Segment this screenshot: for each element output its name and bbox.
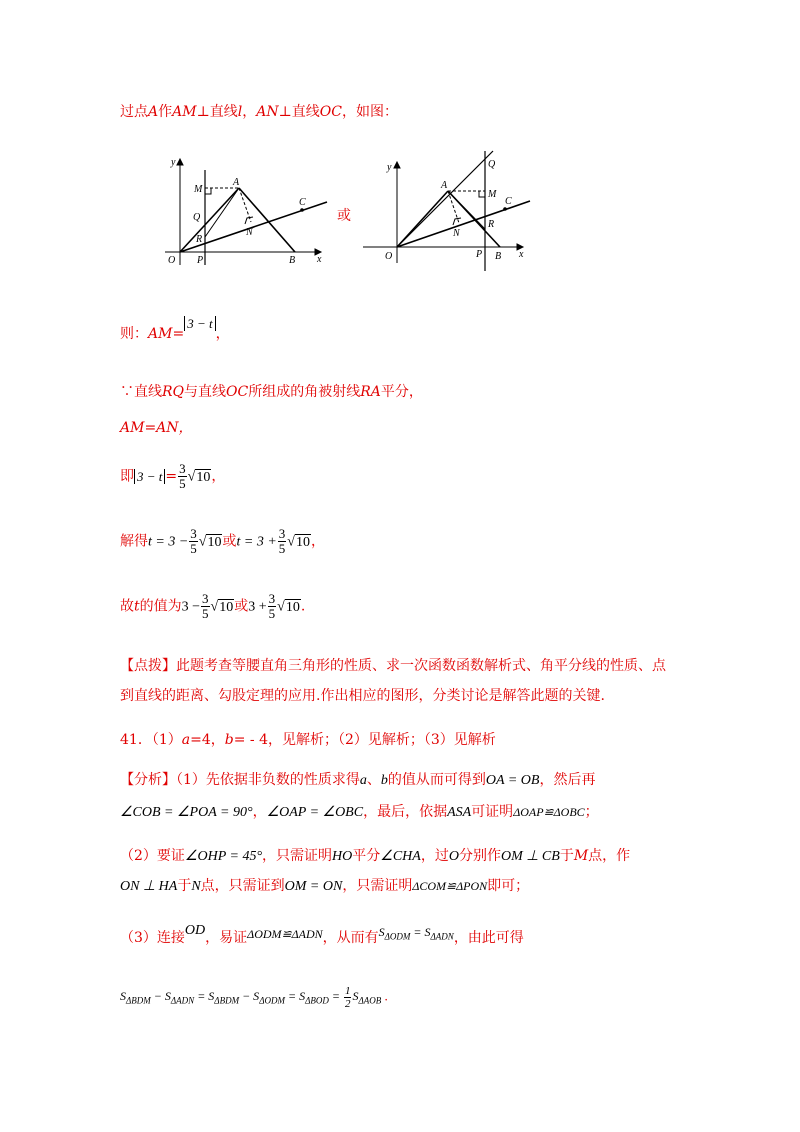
- intro-text: ，如图：: [341, 104, 398, 120]
- label-r: R: [488, 219, 495, 230]
- point-m: M: [573, 848, 589, 864]
- sqrt-radicand: 10: [207, 534, 222, 550]
- intro-text: 过点: [120, 104, 148, 120]
- analysis-text: .: [384, 989, 389, 1004]
- abs-expression: 3 − t: [184, 316, 215, 331]
- result-prefix: 故: [120, 598, 134, 615]
- sqrt-radicand: 10: [219, 599, 234, 615]
- math-expression: ∠OAP = ∠OBC: [266, 805, 364, 820]
- analysis-text: （2）要证: [120, 848, 185, 864]
- variable-a: a: [359, 773, 367, 788]
- sqrt: √10: [187, 469, 211, 485]
- math-expression: OA = OB: [485, 773, 540, 788]
- question-number: 41．: [120, 732, 152, 748]
- because-text: 与直线: [184, 384, 227, 400]
- intro-text: ⊥直线: [196, 104, 238, 120]
- result-suffix: .: [300, 598, 306, 615]
- math-expression: ON ⊥ HA: [120, 879, 178, 894]
- label-r: R: [196, 234, 203, 245]
- label-c: C: [505, 196, 512, 207]
- point-a: A: [148, 104, 159, 120]
- label-a: A: [233, 177, 240, 188]
- ie-prefix: 即: [120, 468, 134, 485]
- or-label: 或: [337, 208, 351, 224]
- math-expression: OM = ON: [284, 879, 343, 894]
- area-subscript: ΔADN: [170, 995, 195, 1006]
- analysis-text: ，过: [420, 848, 449, 864]
- math-expression: HO: [332, 849, 353, 864]
- figure-left: [155, 150, 335, 270]
- fraction-denominator: 2: [344, 998, 351, 1010]
- fraction-numerator: 3: [268, 591, 276, 606]
- intro-line: [120, 101, 398, 121]
- segment-am: AM: [172, 104, 197, 120]
- fraction-numerator: 3: [202, 591, 209, 606]
- fraction: [178, 462, 187, 491]
- segment-an: [239, 188, 251, 222]
- answer-text: =4，: [190, 732, 225, 748]
- math-expression: ΔOAP≌ΔOBC: [513, 805, 585, 819]
- ray-ra: RA: [360, 384, 381, 400]
- sqrt: √10: [198, 534, 222, 550]
- analysis-line-5: [120, 923, 524, 947]
- fraction-denominator: 5: [202, 606, 209, 621]
- analysis-text: 于: [559, 848, 574, 864]
- label-c: C: [299, 197, 306, 208]
- analysis-text: （1）先依据非负数的性质求得: [176, 772, 360, 788]
- label-q: Q: [488, 159, 496, 170]
- analysis-line-4: [120, 875, 529, 895]
- because-text: 直线: [134, 384, 162, 400]
- analysis-line-1: [120, 769, 595, 789]
- analysis-text: 的值从而可得到: [387, 772, 486, 788]
- comment-tag: 【点拨】: [120, 658, 176, 674]
- analysis-line-6: [120, 985, 388, 1010]
- line-oc: OC: [226, 384, 249, 400]
- variable-a: a: [181, 732, 191, 748]
- solution-2-lhs: t = 3 +: [236, 534, 277, 550]
- point-c-dot: [503, 207, 507, 211]
- ie-line: [120, 462, 225, 491]
- analysis-text: ；: [584, 804, 599, 820]
- or-text: 或: [234, 598, 249, 615]
- math-expression: ∠COB = ∠POA = 90°: [120, 805, 253, 820]
- sqrt: √10: [287, 534, 310, 550]
- fraction-numerator: 1: [344, 985, 351, 997]
- area-subscript: ΔAOB: [358, 995, 382, 1006]
- analysis-text: 于: [177, 878, 192, 894]
- because-line: [120, 381, 423, 401]
- comment-line-2: [120, 685, 605, 705]
- fraction-numerator: 3: [278, 526, 286, 541]
- segment-an: AN: [256, 104, 279, 120]
- comment-text: 此题考查等腰直角三角形的性质、求一次函数函数解析式、角平分线的性质、点: [176, 658, 666, 674]
- solve-prefix: 解得: [120, 533, 148, 550]
- result-text: 的值为: [139, 598, 182, 615]
- sqrt-radicand: 10: [295, 534, 310, 550]
- math-expression: [120, 985, 384, 1010]
- because-text: 所组成的角被射线: [248, 384, 361, 400]
- fraction: [344, 985, 352, 1010]
- math-expression: OM ⊥ CB: [500, 849, 560, 864]
- segment-ab: [239, 188, 295, 252]
- ie-suffix: ，: [211, 468, 226, 485]
- label-x: x: [317, 254, 322, 265]
- label-a: A: [441, 180, 448, 191]
- area-subscript: ΔBOD: [305, 995, 329, 1006]
- point-c-dot: [300, 208, 304, 212]
- math-expression: ΔODM≌ΔADN: [247, 927, 323, 941]
- sqrt: √10: [210, 599, 234, 615]
- math-expression: ∠OHP = 45°: [184, 849, 263, 864]
- area-subscript: ΔBDM: [214, 995, 240, 1006]
- analysis-text: 平分: [352, 848, 381, 864]
- right-angle-m: [479, 191, 485, 197]
- label-m: M: [488, 189, 497, 200]
- y-axis-arrow: [177, 159, 183, 165]
- area-symbol: = S: [410, 925, 431, 939]
- analysis-text: ，由此可得: [453, 930, 524, 946]
- sqrt-radicand: 10: [285, 599, 300, 615]
- abs-expression: 3 − t: [134, 469, 165, 484]
- y-axis-arrow: [394, 162, 400, 168]
- fraction-denominator: 5: [278, 541, 286, 556]
- area-symbol: S: [378, 925, 385, 939]
- math-expression: N: [191, 879, 201, 894]
- analysis-text: 点，作: [588, 848, 631, 864]
- analysis-text: ，最后，依据: [363, 804, 448, 820]
- label-x: x: [519, 249, 524, 260]
- area-symbol: S: [120, 989, 126, 1004]
- result-line: [120, 592, 305, 621]
- area-symbol: − S: [239, 989, 260, 1004]
- variable-b: b: [224, 732, 234, 748]
- analysis-text: ，然后再: [539, 772, 596, 788]
- analysis-text: ，易证: [205, 930, 248, 946]
- analysis-text: ，只需证明: [342, 878, 413, 894]
- comment-text: 到直线的距离、勾股定理的应用.作出相应的图形，分类讨论是解答此题的关键.: [120, 688, 605, 704]
- line-oc: OC: [319, 104, 342, 120]
- fraction-denominator: 5: [179, 476, 186, 491]
- analysis-tag: 【分析】: [120, 772, 176, 788]
- label-m: M: [194, 184, 203, 195]
- label-b: B: [495, 251, 502, 262]
- fraction-numerator: 3: [190, 526, 197, 541]
- line-rq: RQ: [162, 384, 185, 400]
- intro-text: ，: [242, 104, 257, 120]
- variable-b: b: [380, 773, 388, 788]
- because-text: 平分，: [380, 384, 423, 400]
- math-expression: ASA: [447, 805, 472, 820]
- result-1-lhs: 3 −: [181, 599, 201, 615]
- analysis-text: 可证明: [471, 804, 514, 820]
- figure-right: [355, 143, 535, 273]
- area-symbol: S: [352, 989, 359, 1004]
- label-p: P: [476, 249, 483, 260]
- analysis-line-3: [120, 845, 630, 865]
- analysis-text: 分别作: [458, 848, 501, 864]
- label-p: P: [197, 255, 204, 266]
- math-expression: O: [448, 849, 459, 864]
- fraction: [268, 592, 277, 621]
- analysis-text: ，只需证明: [262, 848, 333, 864]
- equal-line: AM=AN，: [120, 420, 193, 436]
- variable-t: t: [134, 598, 140, 615]
- sqrt: √10: [277, 599, 300, 615]
- math-expression: ∠CHA: [380, 849, 421, 864]
- intro-text: ⊥直线: [278, 104, 320, 120]
- label-y: y: [171, 157, 176, 168]
- area-subscript: ΔBDM: [126, 995, 151, 1006]
- area-symbol: − S: [150, 989, 171, 1004]
- fraction-denominator: 5: [190, 541, 197, 556]
- equals-sign: =: [165, 468, 178, 485]
- analysis-text: 、: [366, 772, 381, 788]
- fraction-numerator: 3: [179, 461, 186, 476]
- fraction: [278, 527, 287, 556]
- area-symbol: = S: [284, 989, 306, 1004]
- label-o: O: [385, 251, 393, 262]
- solution-1-lhs: t = 3 −: [148, 534, 189, 550]
- result-2-lhs: 3 +: [248, 599, 267, 615]
- fraction: [189, 527, 198, 556]
- line-l: l: [237, 104, 243, 120]
- part-label: （1）: [151, 732, 182, 748]
- area-subscript: ΔADN: [430, 931, 454, 942]
- then-text: 则：: [120, 326, 148, 342]
- then-suffix: ，: [215, 326, 230, 342]
- math-expression: OD: [184, 923, 206, 938]
- solve-suffix: ，: [310, 533, 325, 550]
- or-text: 或: [222, 533, 237, 550]
- equals-sign: =: [328, 989, 343, 1004]
- label-b: B: [289, 255, 296, 266]
- label-o: O: [168, 255, 176, 266]
- math-expression: [378, 925, 454, 942]
- right-angle-m: [205, 188, 211, 194]
- label-y: y: [387, 162, 392, 173]
- sqrt-radicand: 10: [196, 469, 211, 485]
- analysis-text: 即可；: [487, 878, 530, 894]
- label-n: N: [246, 227, 253, 238]
- intro-text: 作: [158, 104, 173, 120]
- right-angle-n: [453, 218, 461, 225]
- analysis-text: （3）连接: [120, 930, 185, 946]
- question-41: [120, 729, 496, 749]
- because-symbol: ∵: [120, 384, 134, 400]
- fraction: [201, 592, 210, 621]
- label-q: Q: [193, 212, 201, 223]
- analysis-text: ，从而有: [322, 930, 379, 946]
- then-line: [120, 316, 230, 343]
- analysis-text: 点，只需证到: [200, 878, 285, 894]
- solve-line: [120, 527, 325, 556]
- segment-ar: [205, 188, 239, 237]
- line-oq: [397, 151, 493, 247]
- right-angle-n: [245, 217, 253, 224]
- label-n: N: [453, 228, 460, 239]
- area-subscript: ΔODM: [384, 931, 411, 942]
- area-subscript: ΔODM: [259, 995, 285, 1006]
- answer-text: = - 4，见解析；（2）见解析；（3）见解析: [233, 732, 496, 748]
- then-lhs: AM=: [148, 326, 185, 342]
- analysis-line-2: [120, 801, 599, 821]
- area-symbol: = S: [194, 989, 215, 1004]
- comment-line-1: [120, 655, 666, 675]
- analysis-text: ，: [252, 804, 267, 820]
- math-expression: ΔCOM≌ΔPON: [412, 879, 488, 893]
- fraction-denominator: 5: [268, 606, 276, 621]
